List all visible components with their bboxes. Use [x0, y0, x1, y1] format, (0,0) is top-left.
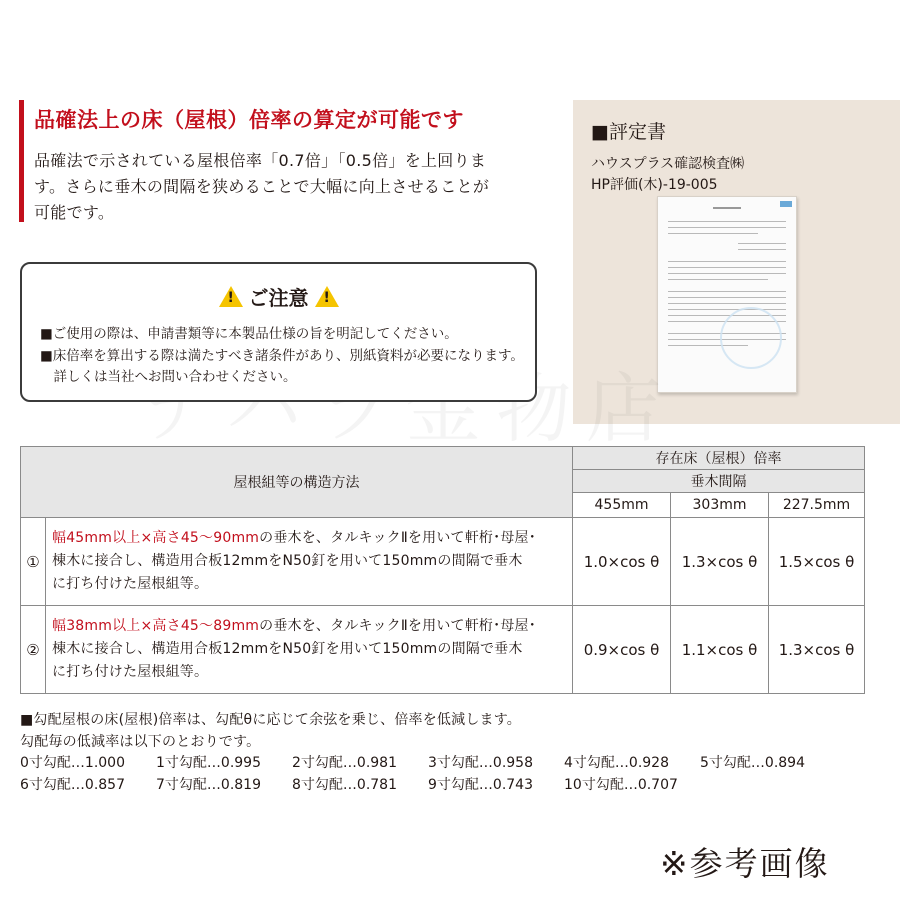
doc-text-line — [668, 221, 786, 222]
doc-text-line — [738, 243, 786, 244]
spec-text: 棟木に接合し、構造用合板12mmをN50釘を用いて150mmの間隔で垂木 — [52, 553, 523, 569]
slope-ratio: 0寸勾配…1.000 — [20, 755, 125, 771]
ratio-value: 1.3×cos θ — [671, 518, 769, 606]
doc-heading-line — [713, 207, 741, 209]
document-corner-mark — [780, 201, 792, 207]
slope-ratio: 7寸勾配…0.819 — [156, 777, 261, 793]
spacing-header: 455mm — [573, 493, 671, 518]
spec-text: の垂木を、タルキックⅡを用いて軒桁･母屋･ — [259, 618, 536, 634]
intro-line: 可能です。 — [34, 203, 115, 222]
ratio-value: 1.3×cos θ — [769, 606, 865, 694]
doc-text-line — [668, 309, 786, 310]
slope-ratio: 3寸勾配…0.958 — [428, 755, 533, 771]
page-title: 品確法上の床（屋根）倍率の算定が可能です — [34, 108, 464, 132]
certificate-number: HP評価(木)-19-005 — [591, 177, 718, 193]
doc-text-line — [668, 261, 786, 262]
doc-text-line — [738, 249, 786, 250]
caution-note: ■床倍率を算出する際は満たすべき諸条件があり、別紙資料が必要になります。 — [40, 348, 524, 364]
intro-line: 品確法で示されている屋根倍率「0.7倍」「0.5倍」を上回りま — [34, 151, 487, 170]
spec-text: の垂木を、タルキックⅡを用いて軒桁･母屋･ — [259, 530, 536, 546]
caution-title-row — [22, 282, 535, 311]
document-stamp — [720, 307, 782, 369]
ratio-value: 1.0×cos θ — [573, 518, 671, 606]
caution-note: ■ご使用の際は、申請書類等に本製品仕様の旨を明記してください。 — [40, 326, 458, 342]
group-header-cell — [573, 447, 865, 470]
group-header: 存在床（屋根）倍率 — [655, 451, 782, 467]
ratio-value: 1.5×cos θ — [769, 518, 865, 606]
row-number: ① — [21, 518, 46, 606]
row-description — [46, 606, 573, 694]
spacing-header: 227.5mm — [769, 493, 865, 518]
doc-text-line — [668, 279, 768, 280]
doc-text-line — [668, 303, 786, 304]
certificate-title: ■評定書 — [591, 121, 666, 143]
intro-text — [34, 148, 549, 226]
ratio-value: 1.1×cos θ — [671, 606, 769, 694]
spec-highlight: 幅45mm以上×高さ45～90mm — [52, 530, 260, 546]
doc-text-line — [668, 267, 786, 268]
doc-text-line — [668, 297, 786, 298]
caution-note: 詳しくは当社へお問い合わせください。 — [40, 369, 297, 385]
sub-header-cell — [573, 470, 865, 493]
row-description — [46, 518, 573, 606]
doc-text-line — [668, 233, 758, 234]
spacing-header: 303mm — [671, 493, 769, 518]
doc-text-line — [668, 273, 786, 274]
sub-header: 垂木間隔 — [690, 474, 747, 490]
slope-ratio: 4寸勾配…0.928 — [564, 755, 669, 771]
slope-ratio: 1寸勾配…0.995 — [156, 755, 261, 771]
certificate-issuer: ハウスプラス確認検査㈱ — [591, 156, 745, 172]
reduction-note: ■勾配屋根の床(屋根)倍率は、勾配θに応じて余弦を乗じ、倍率を低減します。 — [20, 712, 521, 728]
table-row — [21, 606, 865, 694]
caution-box — [20, 262, 537, 402]
doc-text-line — [668, 227, 786, 228]
reduction-note: 勾配毎の低減率は以下のとおりです。 — [20, 734, 261, 750]
ratio-value: 0.9×cos θ — [573, 606, 671, 694]
slope-ratio: 9寸勾配…0.743 — [428, 777, 533, 793]
certificate-document-image — [657, 196, 797, 393]
spec-text: に打ち付けた屋根組等。 — [52, 664, 209, 680]
reference-image-label: ※参考画像 — [660, 844, 830, 883]
slope-ratio: 2寸勾配…0.981 — [292, 755, 397, 771]
spec-highlight: 幅38mm以上×高さ45～89mm — [52, 618, 260, 634]
caution-title: ご注意 — [248, 286, 309, 310]
spec-text: 棟木に接合し、構造用合板12mmをN50釘を用いて150mmの間隔で垂木 — [52, 641, 523, 657]
structure-spec-table — [20, 446, 865, 694]
slope-ratio: 6寸勾配…0.857 — [20, 777, 125, 793]
accent-bar — [19, 100, 24, 222]
row-header-cell — [21, 447, 573, 518]
row-number: ② — [21, 606, 46, 694]
row-header: 屋根組等の構造方法 — [233, 475, 360, 491]
spec-text: に打ち付けた屋根組等。 — [52, 576, 209, 592]
table-row — [21, 518, 865, 606]
slope-ratio: 8寸勾配…0.781 — [292, 777, 397, 793]
intro-line: す。さらに垂木の間隔を狭めることで大幅に向上させることが — [34, 177, 490, 196]
warning-icon — [315, 286, 339, 307]
warning-icon — [219, 286, 243, 307]
slope-ratio: 5寸勾配…0.894 — [700, 755, 805, 771]
slope-ratio: 10寸勾配…0.707 — [564, 777, 678, 793]
doc-text-line — [668, 291, 786, 292]
